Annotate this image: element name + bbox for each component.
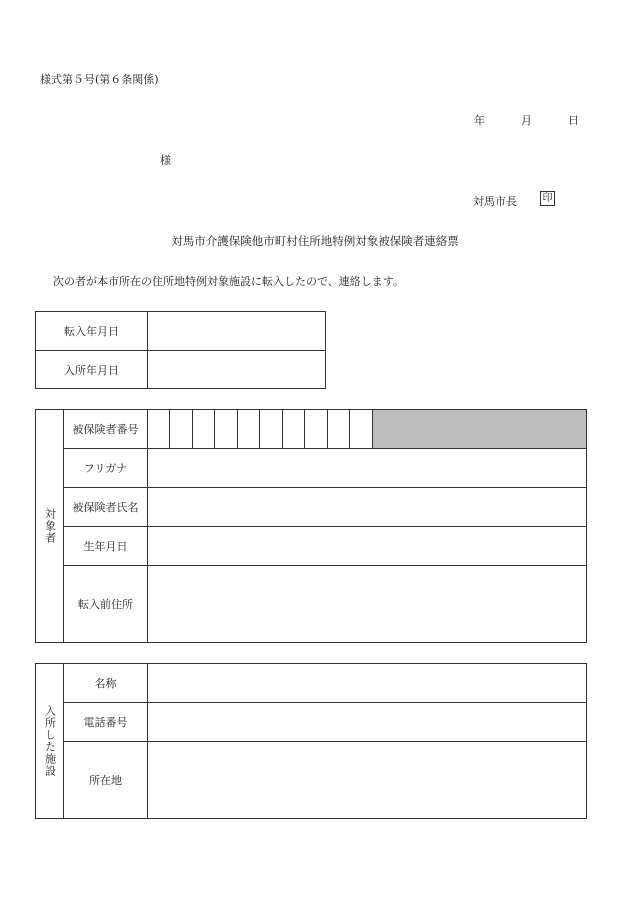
- shaded-unused-area: [373, 410, 587, 449]
- previous-address-field[interactable]: [148, 566, 587, 643]
- insured-number-digit-10[interactable]: [350, 410, 373, 449]
- subject-table: [35, 409, 587, 643]
- facility-group-label: 入所した施設: [36, 664, 64, 819]
- insured-number-digit-4[interactable]: [215, 410, 238, 449]
- insured-name-row: [36, 488, 587, 527]
- insured-number-digit-6[interactable]: [260, 410, 283, 449]
- insured-number-digit-1[interactable]: [148, 410, 170, 449]
- date-day-label: 日: [568, 114, 579, 127]
- facility-name-label: 名称: [64, 664, 148, 703]
- facility-name-field[interactable]: [148, 664, 587, 703]
- facility-phone-label: 電話番号: [64, 703, 148, 742]
- form-number: 様式第５号(第６条関係): [40, 73, 159, 86]
- insured-number-digit-3[interactable]: [193, 410, 215, 449]
- facility-table: [35, 663, 587, 819]
- date-year-label: 年: [474, 114, 485, 127]
- seal-mark: 印: [540, 191, 555, 206]
- facility-address-field[interactable]: [148, 742, 587, 819]
- move-in-date-label: 転入年月日: [36, 312, 148, 351]
- insured-name-label: 被保険者氏名: [64, 488, 148, 527]
- insured-number-row: [36, 410, 587, 449]
- facility-phone-row: [36, 703, 587, 742]
- seal-stamp: [540, 191, 555, 206]
- facility-address-row: [36, 742, 587, 819]
- previous-address-row: [36, 566, 587, 643]
- dates-table: [35, 311, 326, 389]
- insured-number-label: 被保険者番号: [64, 410, 148, 449]
- furigana-field[interactable]: [148, 449, 587, 488]
- date-month-label: 月: [521, 114, 532, 127]
- intro-text: 次の者が本市所在の住所地特例対象施設に転入したので、連絡します。: [53, 275, 404, 288]
- subject-group-label: 対象者: [36, 410, 64, 643]
- facility-address-label: 所在地: [64, 742, 148, 819]
- admission-date-label: 入所年月日: [36, 351, 148, 389]
- insured-number-digit-7[interactable]: [283, 410, 305, 449]
- document-title: 対馬市介護保険他市町村住所地特例対象被保険者連絡票: [171, 234, 459, 248]
- admission-date-field[interactable]: [148, 351, 326, 389]
- move-in-date-row: [36, 312, 326, 351]
- addressee-suffix: 様: [160, 154, 171, 167]
- birthdate-label: 生年月日: [64, 527, 148, 566]
- insured-number-digit-8[interactable]: [305, 410, 328, 449]
- facility-phone-field[interactable]: [148, 703, 587, 742]
- birthdate-row: [36, 527, 587, 566]
- insured-number-digit-9[interactable]: [328, 410, 350, 449]
- furigana-label: フリガナ: [64, 449, 148, 488]
- furigana-row: [36, 449, 587, 488]
- insured-name-field[interactable]: [148, 488, 587, 527]
- admission-date-row: [36, 351, 326, 389]
- insured-number-digit-5[interactable]: [238, 410, 260, 449]
- previous-address-label: 転入前住所: [64, 566, 148, 643]
- facility-name-row: [36, 664, 587, 703]
- move-in-date-field[interactable]: [148, 312, 326, 351]
- sender-name: 対馬市長: [473, 195, 517, 208]
- birthdate-field[interactable]: [148, 527, 587, 566]
- insured-number-digit-2[interactable]: [170, 410, 193, 449]
